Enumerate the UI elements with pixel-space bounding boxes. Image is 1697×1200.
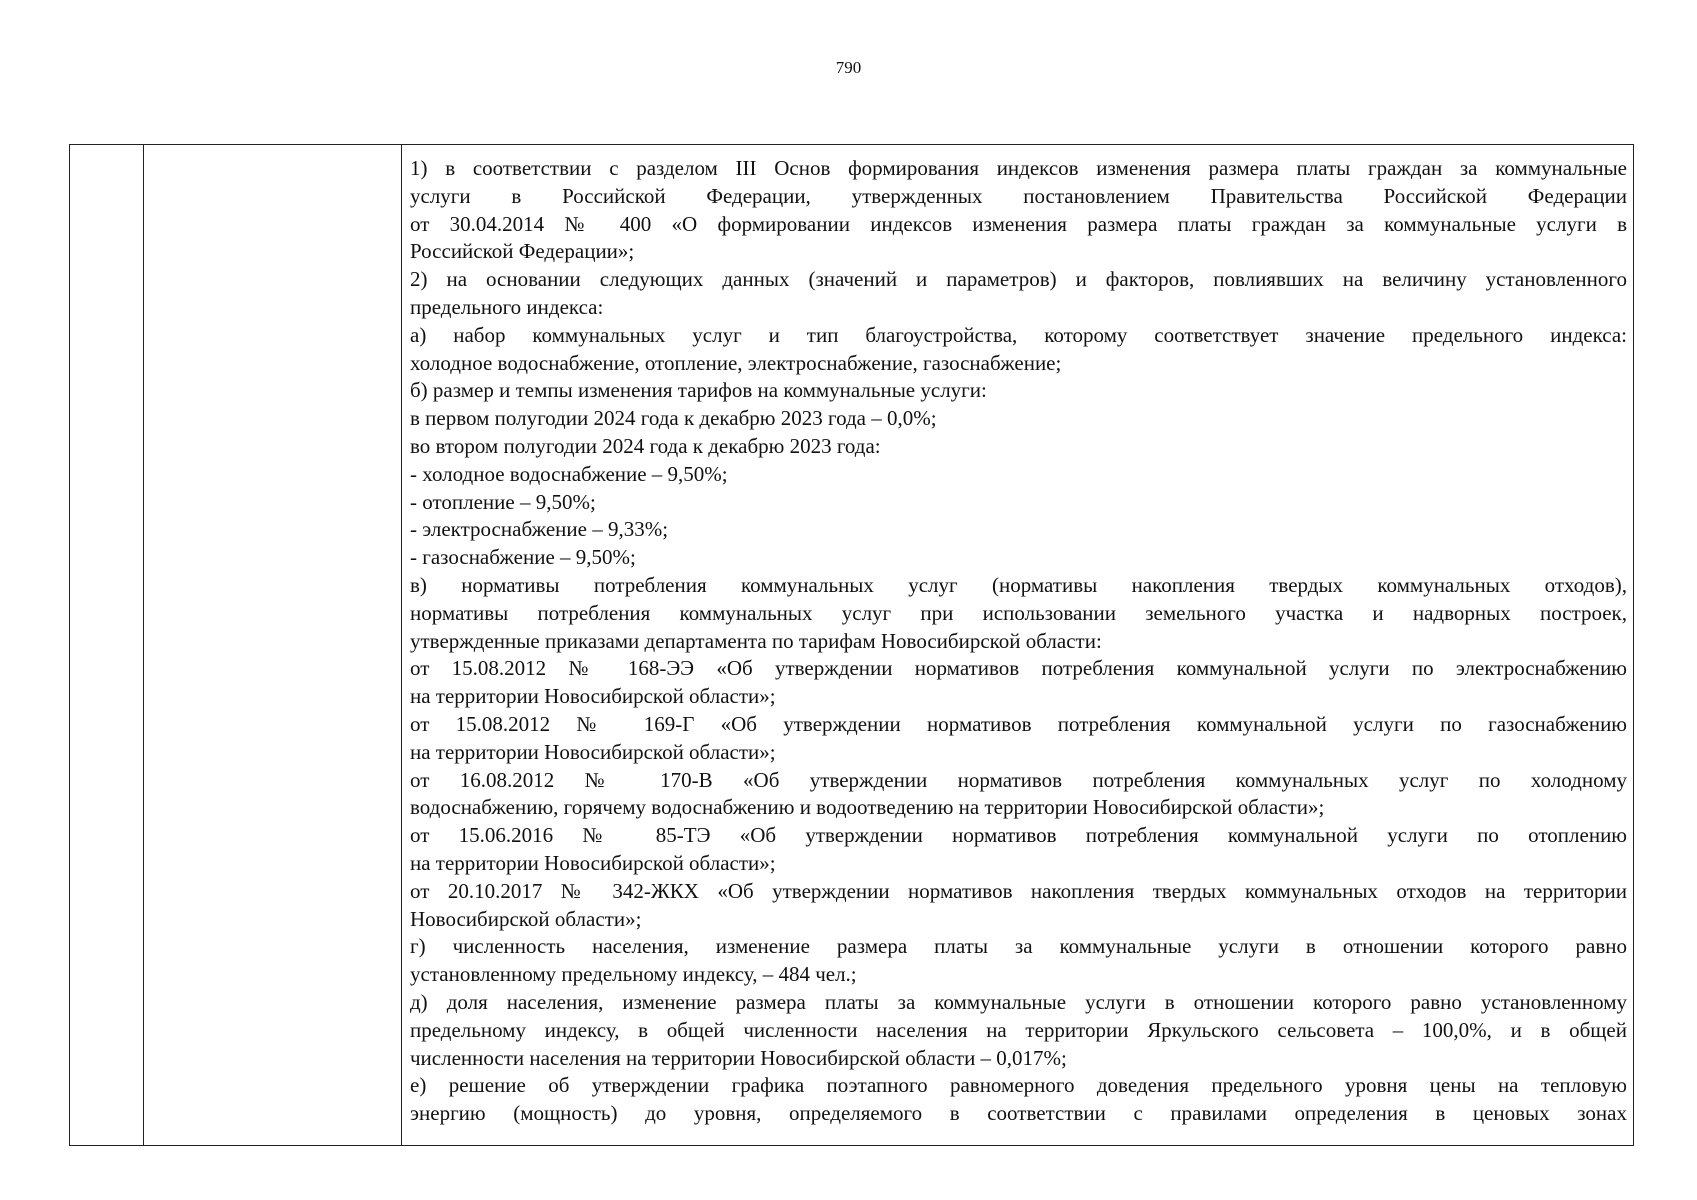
text-line: от 30.04.2014 № 400 «О формировании индексов изменения размера платы граждан за коммунальные услуги в <box>410 211 1627 236</box>
text-line: - электроснабжение – 9,33%; <box>410 517 669 542</box>
text-line: водоснабжению, горячему водоснабжению и водоотведению на территории Новосибирской области»; <box>410 795 1325 820</box>
text-line: б) размер и темпы изменения тарифов на коммунальные услуги: <box>410 378 987 403</box>
text-line: от 15.08.2012 № 169-Г «Об утверждении нормативов потребления коммунальной услуги по газоснабжению <box>410 711 1627 736</box>
text-line: от 20.10.2017 № 342-ЖКХ «Об утверждении нормативов накопления твердых коммунальных отходов на территории <box>410 878 1627 903</box>
text-line: - отопление – 9,50%; <box>410 489 596 514</box>
text-line: предельного индекса: <box>410 294 604 319</box>
text-line: на территории Новосибирской области»; <box>410 739 776 764</box>
text-line: 1) в соответствии с разделом III Основ формирования индексов изменения размера платы граждан за коммунальные <box>410 156 1627 180</box>
text-line: г) численность населения, изменение размера платы за коммунальные услуги в отношении которого равно <box>410 934 1627 959</box>
table-cell-number <box>70 145 144 1145</box>
table-cell-description <box>402 145 1633 1145</box>
text-line: в первом полугодии 2024 года к декабрю 2023 года – 0,0%; <box>410 406 937 431</box>
text-line: е) решение об утверждении графика поэтапного равномерного доведения предельного уровня цены на тепловую <box>410 1073 1627 1098</box>
page-number: 790 <box>835 58 862 77</box>
text-line: а) набор коммунальных услуг и тип благоустройства, которому соответствует значение предельного индекса: <box>410 322 1627 347</box>
text-line: во втором полугодии 2024 года к декабрю 2023 года: <box>410 433 881 458</box>
text-line: численности населения на территории Новосибирской области – 0,017%; <box>410 1045 1067 1070</box>
text-line: установленному предельному индексу, – 484 чел.; <box>410 962 857 987</box>
text-line: энергию (мощность) до уровня, определяемого в соответствии с правилами определения в ценовых зонах <box>410 1101 1627 1126</box>
text-line: утвержденные приказами департамента по тарифам Новосибирской области: <box>410 628 1102 653</box>
text-line: Новосибирской области»; <box>410 906 642 931</box>
text-line: предельному индексу, в общей численности населения на территории Яркульского сельсовета – 100,0%, и в общей <box>410 1017 1627 1042</box>
text-line: Российской Федерации»; <box>410 239 635 264</box>
document-table <box>69 144 1634 1146</box>
text-line: холодное водоснабжение, отопление, электроснабжение, газоснабжение; <box>410 350 1062 375</box>
text-line: на территории Новосибирской области»; <box>410 684 776 709</box>
text-line: от 16.08.2012 № 170-В «Об утверждении нормативов потребления коммунальных услуг по холодному <box>410 767 1627 792</box>
text-line: на территории Новосибирской области»; <box>410 850 776 875</box>
text-line: от 15.08.2012 № 168-ЭЭ «Об утверждении нормативов потребления коммунальной услуги по электроснабжению <box>410 656 1627 681</box>
text-line: 2) на основании следующих данных (значений и параметров) и факторов, повлиявших на величину установленного <box>410 267 1627 292</box>
text-line: - холодное водоснабжение – 9,50%; <box>410 461 728 486</box>
text-line: д) доля населения, изменение размера платы за коммунальные услуги в отношении которого равно установленному <box>410 989 1627 1014</box>
table-cell-name <box>144 145 402 1145</box>
text-line: в) нормативы потребления коммунальных услуг (нормативы накопления твердых коммунальных отходов), <box>410 572 1627 597</box>
text-line: услуги в Российской Федерации, утвержденных постановлением Правительства Российской Федерации <box>410 183 1627 208</box>
text-line: нормативы потребления коммунальных услуг при использовании земельного участка и надворных построек, <box>410 600 1627 625</box>
text-line: от 15.06.2016 № 85-ТЭ «Об утверждении нормативов потребления коммунальной услуги по отоплению <box>410 823 1627 848</box>
text-line: - газоснабжение – 9,50%; <box>410 545 636 570</box>
